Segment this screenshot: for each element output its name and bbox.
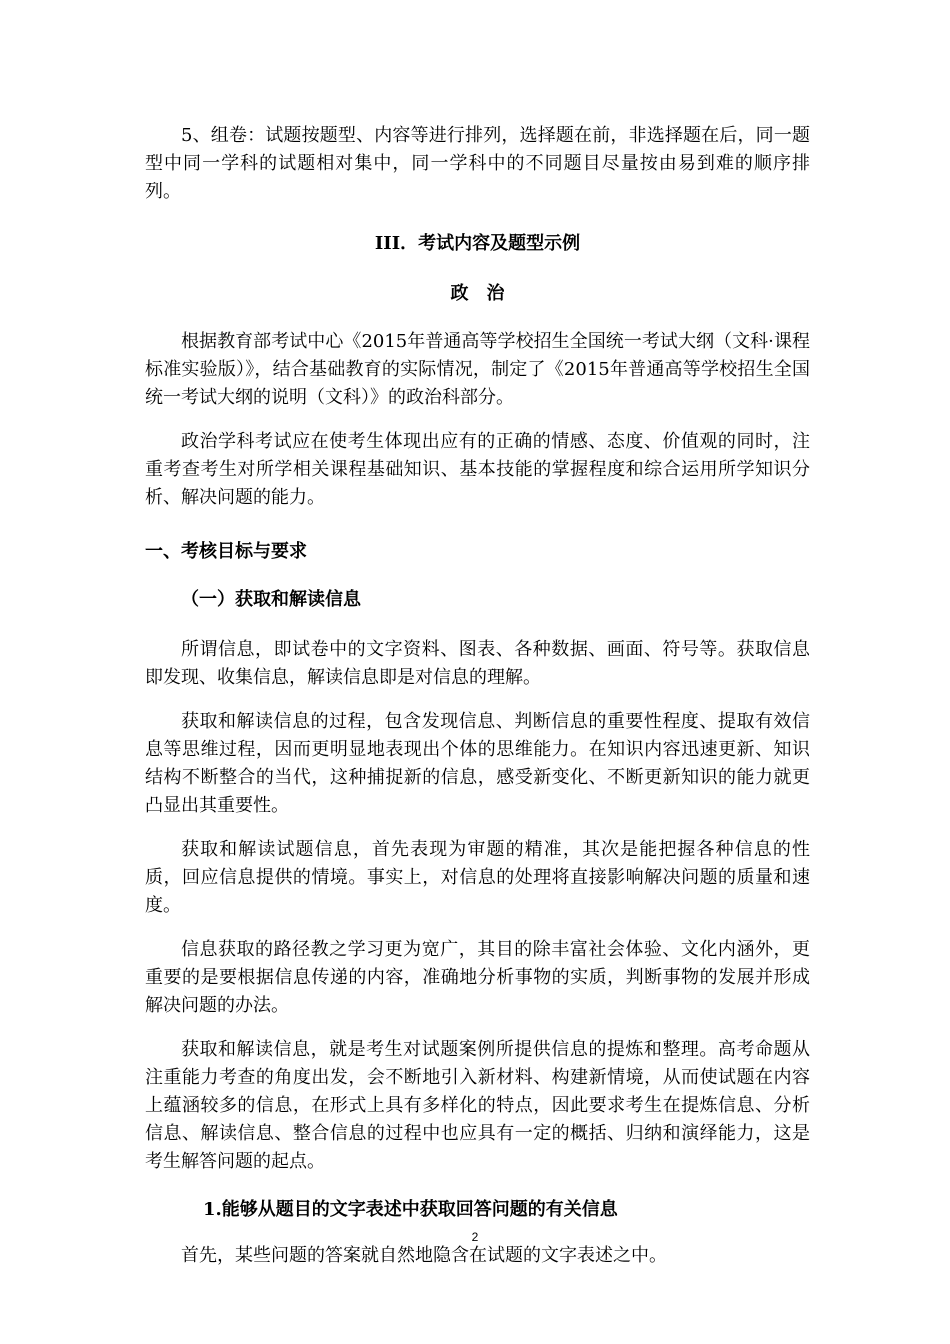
heading-assessment-goals: 一、考核目标与要求 — [145, 541, 307, 562]
paragraph-implicit-answers: 首先，某些问题的答案就自然地隐含在试题的文字表述之中。 — [181, 1245, 667, 1266]
paragraph-info-reading: 获取和解读试题信息，首先表现为审题的精准，其次是能把握各种信息的性质，回应信息提供的情境。事实上，对信息的处理将直接影响解决问题的质量和速度。 — [145, 839, 810, 916]
section-title: III．考试内容及题型示例 — [374, 233, 581, 254]
paragraph-exam-purpose: 政治学科考试应在使考生体现出应有的正确的情感、态度、价值观的同时，注重考查考生对所学相关课程基础知识、基本技能的掌握程度和综合运用所学知识分析、解决问题的能力。 — [145, 431, 810, 508]
paragraph-info-paths: 信息获取的路径教之学习更为宽广，其目的除丰富社会体验、文化内涵外，更重要的是要根据信息传递的内容，准确地分析事物的实质，判断事物的发展并形成解决问题的办法。 — [145, 939, 810, 1016]
paragraph-exam-assembly: 5、组卷：试题按题型、内容等进行排列，选择题在前，非选择题在后，同一题型中同一学科的试题相对集中，同一学科中的不同题目尽量按由易到难的顺序排列。 — [145, 125, 810, 202]
document-body — [145, 122, 810, 1270]
page-number: 2 — [471, 1230, 479, 1244]
paragraph-info-process: 获取和解读信息的过程，包含发现信息、判断信息的重要性程度、提取有效信息等思维过程，因而更明显地表现出个体的思维能力。在知识内容迅速更新、知识结构不断整合的当代，这种捕捉新的信息，感受新变化、不断更新知识的能力就更凸显出其重要性。 — [145, 711, 810, 816]
subject-title: 政 治 — [450, 283, 505, 304]
paragraph-info-refinement: 获取和解读信息，就是考生对试题案例所提供信息的提炼和整理。高考命题从注重能力考查的角度出发，会不断地引入新材料、构建新情境，从而使试题在内容上蕴涵较多的信息，在形式上具有多样化的特点，因此要求考生在提炼信息、分析信息、解读信息、整合信息的过程中也应具有一定的概括、归纳和演绎能力，这是考生解答问题的起点。 — [145, 1039, 810, 1172]
heading-text-info: 1.能够从题目的文字表述中获取回答问题的有关信息 — [203, 1199, 618, 1220]
paragraph-info-definition: 所谓信息，即试卷中的文字资料、图表、各种数据、画面、符号等。获取信息即发现、收集信息，解读信息即是对信息的理解。 — [145, 639, 810, 688]
heading-acquire-interpret-info: （一）获取和解读信息 — [181, 589, 361, 610]
paragraph-syllabus-basis: 根据教育部考试中心《2015年普通高等学校招生全国统一考试大纲（文科·课程标准实验版）》，结合基础教育的实际情况，制定了《2015年普通高等学校招生全国统一考试大纲的说明（文科）》的政治科部分。 — [145, 331, 810, 408]
